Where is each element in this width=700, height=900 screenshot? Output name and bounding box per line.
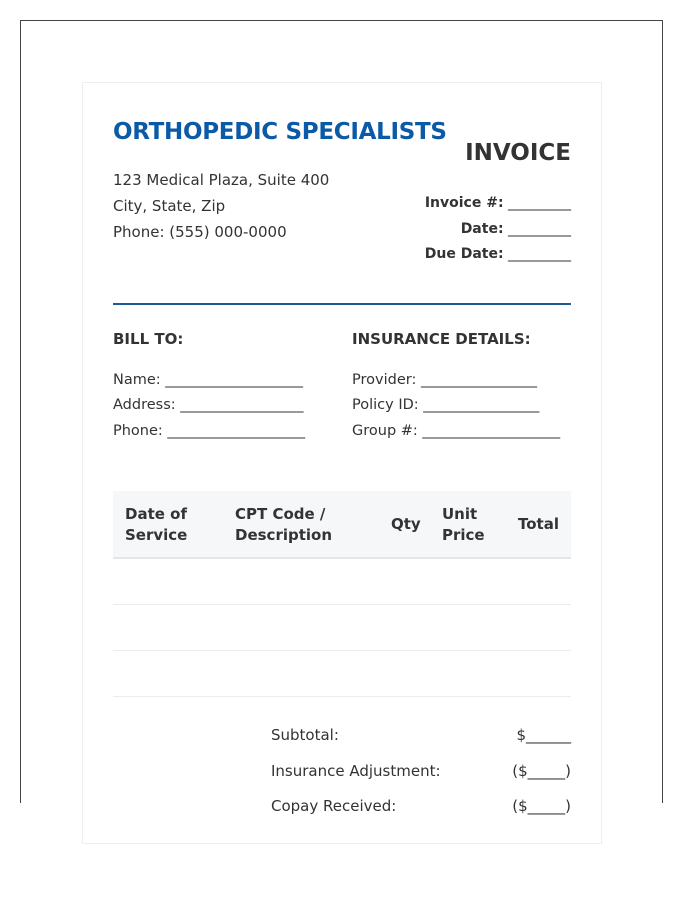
copay-label: Copay Received: bbox=[271, 797, 397, 815]
company-name: ORTHOPEDIC SPECIALISTS bbox=[113, 119, 447, 145]
invoice-document bbox=[82, 82, 602, 844]
column-header-date-of-service: Date of Service bbox=[125, 505, 188, 544]
insurance-adjustment-label: Insurance Adjustment: bbox=[271, 762, 441, 780]
company-phone: Phone: (555) 000-0000 bbox=[113, 223, 287, 241]
invoice-due-date-label: Due Date: bbox=[424, 246, 504, 262]
invoice-number-field bbox=[425, 195, 571, 211]
invoice-number-label: Invoice #: bbox=[424, 195, 504, 211]
insurance-heading: INSURANCE DETAILS: bbox=[352, 330, 531, 348]
subtotal-value: $______ bbox=[516, 726, 571, 744]
invoice-date-label: Date: bbox=[460, 221, 504, 237]
bill-to-address: Address: _________________ bbox=[113, 397, 304, 413]
column-header-cpt-code: CPT Code / Description bbox=[235, 505, 333, 544]
invoice-date-value: _________ bbox=[508, 221, 571, 237]
column-header-unit-price: Unit Price bbox=[442, 505, 485, 544]
copay-value: ($_____) bbox=[512, 797, 571, 815]
line-items-table bbox=[113, 491, 571, 697]
company-address-line2: City, State, Zip bbox=[113, 197, 226, 215]
invoice-number-value: _________ bbox=[508, 195, 571, 211]
invoice-due-date-field bbox=[425, 246, 571, 262]
insurance-adjustment-value: ($_____) bbox=[512, 762, 571, 780]
company-address-line1: 123 Medical Plaza, Suite 400 bbox=[113, 171, 330, 189]
header-divider bbox=[113, 303, 571, 305]
bill-to-name: Name: ___________________ bbox=[113, 372, 304, 388]
table-header bbox=[113, 491, 571, 559]
table-row bbox=[113, 651, 571, 697]
bill-to-heading: BILL TO: bbox=[113, 330, 184, 348]
insurance-provider: Provider: ________________ bbox=[352, 372, 537, 388]
table-row bbox=[113, 559, 571, 605]
document-viewport bbox=[20, 20, 663, 815]
column-header-total: Total bbox=[518, 515, 559, 533]
invoice-title: INVOICE bbox=[465, 140, 571, 166]
table-row bbox=[113, 605, 571, 651]
subtotal-label: Subtotal: bbox=[271, 726, 339, 744]
invoice-date-field bbox=[461, 221, 571, 237]
column-header-qty: Qty bbox=[391, 515, 421, 533]
invoice-due-date-value: _________ bbox=[508, 246, 571, 262]
bill-to-phone: Phone: ___________________ bbox=[113, 423, 306, 439]
insurance-policy-id: Policy ID: ________________ bbox=[352, 397, 540, 413]
insurance-group-number: Group #: ___________________ bbox=[352, 423, 561, 439]
